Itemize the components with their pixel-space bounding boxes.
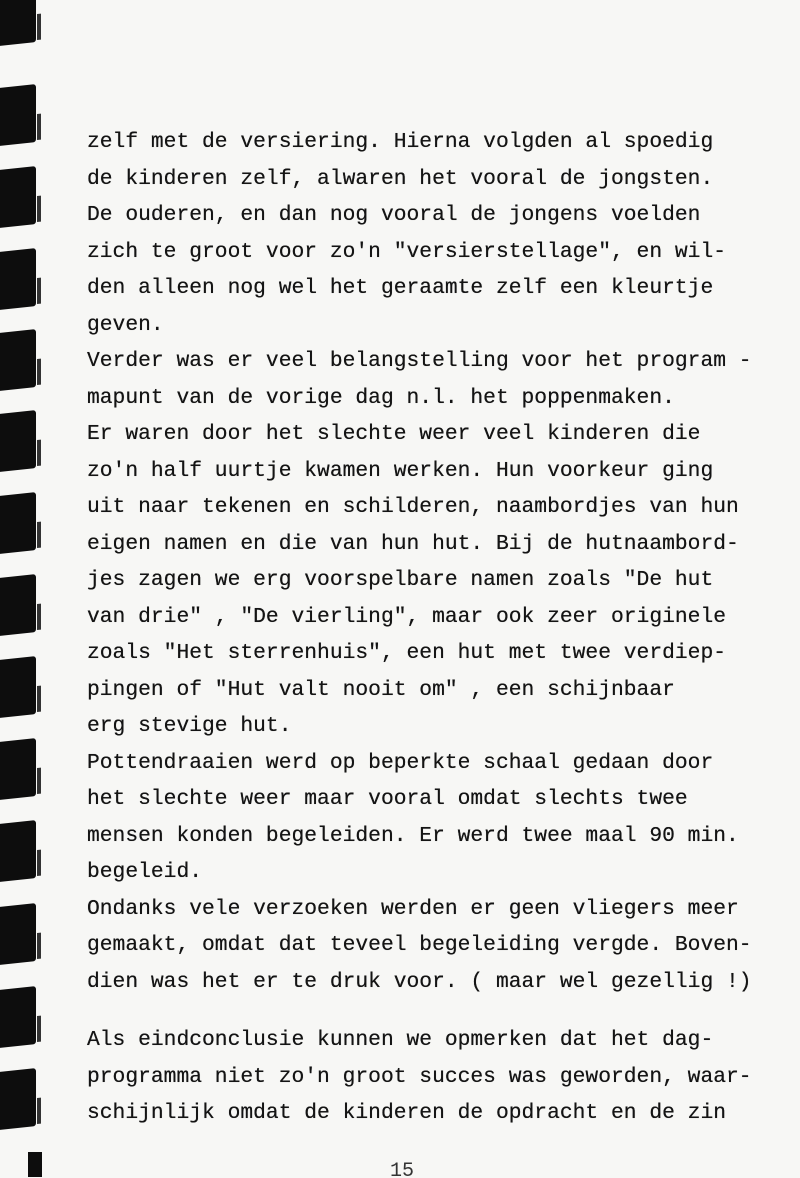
paragraph-gap — [87, 1000, 792, 1022]
text-line: De ouderen, en dan nog vooral de jongens voelden — [87, 203, 701, 227]
text-line: zelf met de versiering. Hierna volgden al spoedig — [87, 130, 714, 154]
text-line: van drie" , "De vierling", maar ook zeer originele — [87, 604, 727, 629]
text-line: gemaakt, omdat dat teveel begeleiding vergde. Boven- — [87, 933, 752, 957]
text-line: mapunt van de vorige dag n.l. het poppenmaken. — [87, 385, 675, 410]
spiral-binding — [0, 0, 50, 1177]
text-line: zoals "Het sterrenhuis", een hut met twee verdiep- — [87, 641, 727, 665]
text-line: zich te groot voor zo'n "versierstellage", en wil- — [87, 239, 727, 264]
text-line: dien was het er te druk voor. ( maar wel gezellig !) — [87, 969, 752, 994]
binding-tab — [0, 1068, 36, 1130]
binding-tab — [0, 656, 36, 718]
text-line: Er waren door het slechte weer veel kinderen die — [87, 422, 701, 446]
text-line: geven. — [87, 312, 164, 337]
binding-tab — [0, 410, 36, 472]
text-line: den alleen nog wel het geraamte zelf een kleurtje — [87, 276, 714, 300]
binding-tab — [0, 574, 36, 636]
binding-tab — [0, 329, 36, 391]
text-line: pingen of "Hut valt nooit om" , een schijnbaar — [87, 677, 675, 702]
binding-tab — [0, 0, 36, 46]
binding-tab — [0, 166, 36, 228]
text-line: erg stevige hut. — [87, 714, 292, 738]
binding-tab — [0, 903, 36, 965]
text-line: Verder was er veel belangstelling voor het program - — [87, 349, 752, 373]
binding-tab — [0, 492, 36, 554]
binding-tab — [0, 820, 36, 882]
paragraph-main — [87, 124, 792, 1000]
paragraph-conclusion — [87, 1022, 792, 1132]
binding-tab — [0, 84, 36, 146]
text-line: schijnlijk omdat de kinderen de opdracht en de zin — [87, 1101, 727, 1125]
text-line: Ondanks vele verzoeken werden er geen vliegers meer — [87, 896, 739, 921]
text-line: zo'n half uurtje kwamen werken. Hun voorkeur ging — [87, 458, 714, 483]
text-line: het slechte weer maar vooral omdat slechts twee — [87, 787, 688, 811]
text-line: programma niet zo'n groot succes was geworden, waar- — [87, 1064, 752, 1089]
typewritten-page — [87, 124, 792, 1132]
text-line: eigen namen en die van hun hut. Bij de hutnaambord- — [87, 531, 739, 556]
text-line: jes zagen we erg voorspelbare namen zoals "De hut — [87, 568, 714, 592]
text-line: uit naar tekenen en schilderen, naambordjes van hun — [87, 495, 739, 519]
binding-tab — [0, 986, 36, 1048]
binding-tab — [0, 738, 36, 800]
binding-tab — [0, 248, 36, 310]
text-line: begeleid. — [87, 860, 203, 884]
page-number — [390, 1162, 430, 1178]
text-line: mensen konden begeleiden. Er werd twee maal 90 min. — [87, 823, 739, 848]
page-number-text: 15 — [390, 1162, 415, 1178]
binding-edge-mark — [28, 1152, 42, 1177]
text-line: Als eindconclusie kunnen we opmerken dat het dag- — [87, 1028, 714, 1052]
text-line: Pottendraaien werd op beperkte schaal gedaan door — [87, 750, 714, 775]
text-line: de kinderen zelf, alwaren het vooral de jongsten. — [87, 166, 714, 191]
